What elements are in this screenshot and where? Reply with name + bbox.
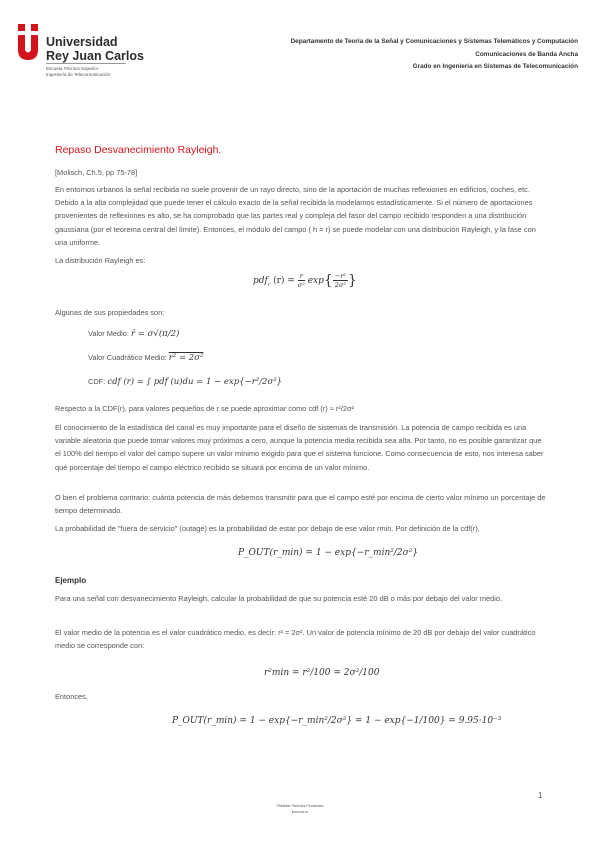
paragraph-rayleigh-intro: La distribución Rayleigh es: [55,256,146,265]
paragraph-channel-stats: El conocimiento de la estadística del canal es muy importante para el diseño de sistemas de transmisión. La potencia de campo recibida es una variable aleatoria que puede tomar valores muy próximos a cero, aunque la potencia media recibida sea alta. Por tanto, no es posible garantizar que el 100% del tiempo el valor del campo supere un valor mínimo exigido para que el sistema funcione. Como consecuencia de esto, nos interesa saber qué porcentaje del tiempo el campo eléctrico recibido se situará por encima de un valor mínimo. [55,423,544,472]
equation-pdf: pdf$_r$ (r) = $\frac{r}{\text{σ²}}$ exp{ $\frac{\text{−r²}}{\text{2σ²}}$ } [253,272,357,289]
paragraph-example-statement: Para una señal con desvanecimiento Rayleigh, calcular la probabilidad de que su potencia esté 20 dB o más por debajo del valor medio. [55,594,503,603]
equation-result: P_OUT(r_min) = 1 − exp{−r_min²/2σ²} = 1 − exp{−1/100} = 9.95·10⁻³ [172,716,502,726]
reference: [Molisch, Ch.5, pp 75-78] [55,168,138,177]
property-cdf: CDF: cdf (r) = ∫ pdf (u)du = 1 − exp{−r²/2σ²} [88,377,283,387]
department-line: Departamento de Teoría de la Señal y Comunicaciones y Sistemas Telemáticos y Computación [290,38,578,45]
paragraph-example-mean: El valor medio de la potencia es el valor cuadrático medio, es decir: r² = 2σ². Un valor de potencia mínimo de 20 dB por debajo del valor cuadrático medio se corresponde con: [55,628,536,651]
eq-pdf-frac: $\frac{r}{\text{σ²}}$ [297,272,305,289]
logo-sub-line1: Escuela Técnica Superior [46,66,99,71]
paragraph-inverse-problem: O bien el problema contrario: cuánta potencia de más debemos transmitir para que el campo esté por encima de cierto valor mínimo un porcentaje de tiempo determinado. [55,493,546,516]
paragraph-then: Entonces, [55,692,88,701]
degree-line: Grado en Ingeniería en Sistemas de Telecomunicación [412,63,578,70]
eq-pdf-sub: r [267,281,271,288]
course-line: Comunicaciones de Banda Ancha [475,51,578,58]
university-logo [14,22,214,82]
paragraph-intro: En entornos urbanos la señal recibida no suele provenir de un rayo directo, sino de la aportación de muchas reflexiones en edificios, coches, etc. Debido a la alta complejidad que puede tener el cálculo exacto de la señal recibida la modelamos estadísticamente. Si el número de aportaciones provenientes de reflexiones es alto, se ha comprobado que las partes real y compleja del fasor del campo recibido responden a una distribución gaussiana (por el teorema central del límite). Entonces, el módulo del campo ( h = r) se puede modelar con una distribución Rayleigh, y la fase con una uniforme. [55,185,536,247]
eq-pdf-exp-frac: $\frac{\text{−r²}}{\text{2σ²}}$ [334,272,346,289]
paragraph-outage: La probabilidad de "fuera de servicio" (outage) es la probabilidad de estar por debajo de ese valor rmin. Por definición de la cdf(r), [55,524,480,533]
section-heading-example: Ejemplo [55,576,87,585]
footer-line2: licencia cc [291,810,309,814]
equation-outage: P_OUT(r_min) = 1 − exp{−r_min²/2σ²} [238,548,419,558]
eq-pdf-exp: exp [307,276,324,286]
page-number: 1 [538,791,543,800]
university-crest-icon [14,22,44,62]
property-mean: Valor Medio: r̄ = σ√(π/2) [88,329,180,339]
property-mean-square: Valor Cuadrático Medio: r² = 2σ² [88,353,204,363]
logo-name-line2: Rey Juan Carlos [46,49,144,63]
footer-line1: ©Matilde Sánchez Fernández [276,804,324,808]
page-title: Repaso Desvanecimiento Rayleigh. [55,144,222,156]
logo-divider [46,63,126,64]
eq-pdf-arg: (r) = [273,276,295,286]
eq-pdf-lhs: pdf [253,276,268,286]
logo-sub-line2: Ingeniería de Telecomunicación [46,72,111,77]
logo-name-line1: Universidad [46,35,118,49]
paragraph-properties: Algunas de sus propiedades son: [55,308,165,317]
paragraph-cdf-approx: Respecto a la CDF(r), para valores pequeños de r se puede aproximar como cdf (r) ≈ r²/2σ² [55,404,355,413]
equation-rmin: r²min = r²/100 = 2σ²/100 [264,668,380,678]
